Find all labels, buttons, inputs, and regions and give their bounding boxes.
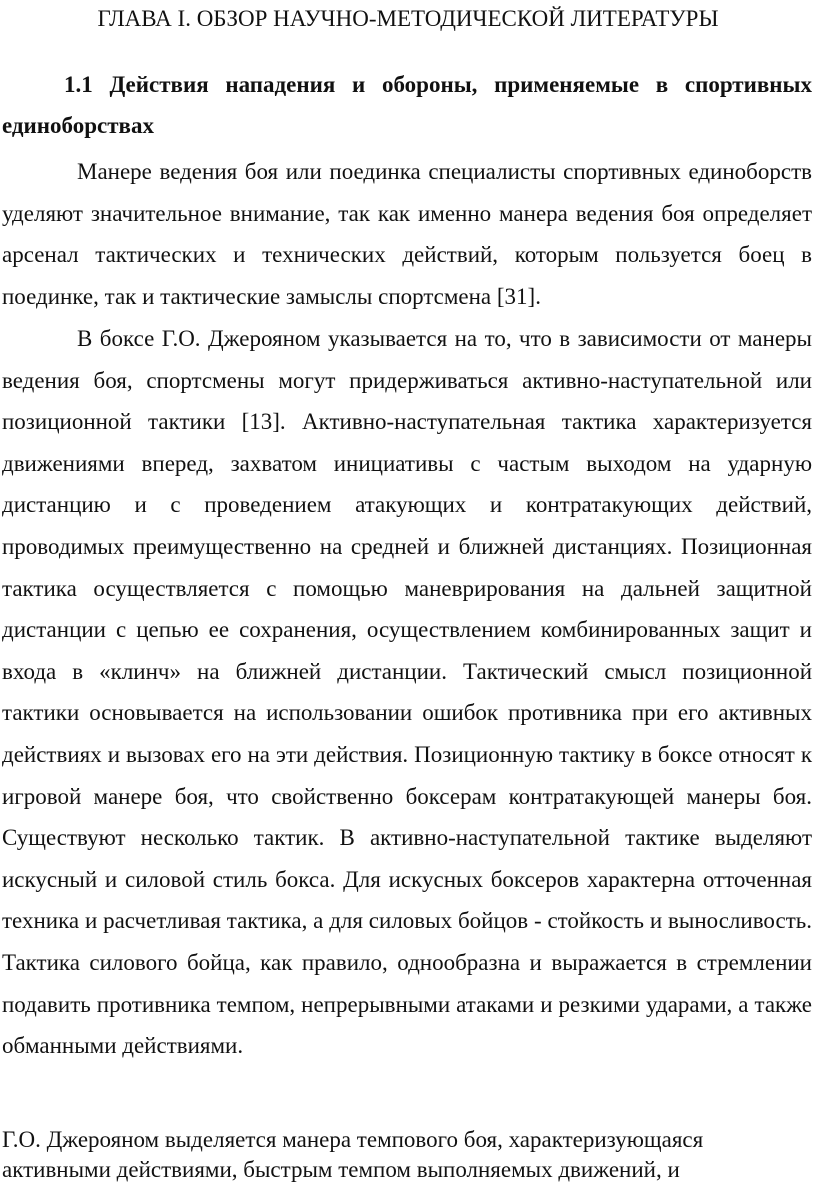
paragraph: В боксе Г.О. Джерояном указывается на то, что в зависимости от манеры ведения боя, спортсмены могут придерживаться активно-наступательной или позиционной тактики [13]. Активно-наступательная тактика характеризуется движениями вперед, захватом инициативы с частым выходом на ударную дистанцию и с проведением атакующих и контратакующих действий, проводимых преимущественно на средней и ближней дистанциях. Позиционная тактика осуществляется с помощью маневрирования на дальней защитной дистанции с цепью ее сохранения, осуществлением комбинированных защит и входа в «клинч» на ближней дистанции. Тактический смысл позиционной тактики основывается на использовании ошибок противника при его активных действиях и вызовах его на эти действия. Позиционную тактику в боксе относят к игровой манере боя, что свойственно боксерам контратакующей манеры боя. Существуют несколько тактик. В активно-наступательной тактике выделяют искусный и силовой стиль бокса. Для искусных боксеров характерна отточенная техника и расчетливая тактика, а для силовых бойцов - стойкость и выносливость. Тактика силового бойца, как правило, однообразна и выражается в стремлении подавить противника темпом, непрерывными атаками и резкими ударами, а также обманными действиями. (2, 326, 812, 1059)
continuation-line: активными действиями, быстрым темпом выполняемых движений, и (2, 1157, 680, 1182)
section-heading: 1.1 Действия нападения и обороны, применяемые в спортивных единоборствах (2, 72, 812, 138)
paragraph: Манере ведения боя или поединка специалисты спортивных единоборств уделяют значительное внимание, так как именно манера ведения боя определяет арсенал тактических и технических действий, которым пользуется боец в поединке, так и тактические замыслы спортсмена [31]. (2, 159, 812, 309)
continuation-text (2, 1125, 762, 1185)
chapter-title: ГЛАВА I. ОБЗОР НАУЧНО-МЕТОДИЧЕСКОЙ ЛИТЕРАТУРЫ (97, 6, 719, 31)
continuation-line: Г.О. Джерояном выделяется манера темпового боя, характеризующаяся (2, 1127, 704, 1152)
